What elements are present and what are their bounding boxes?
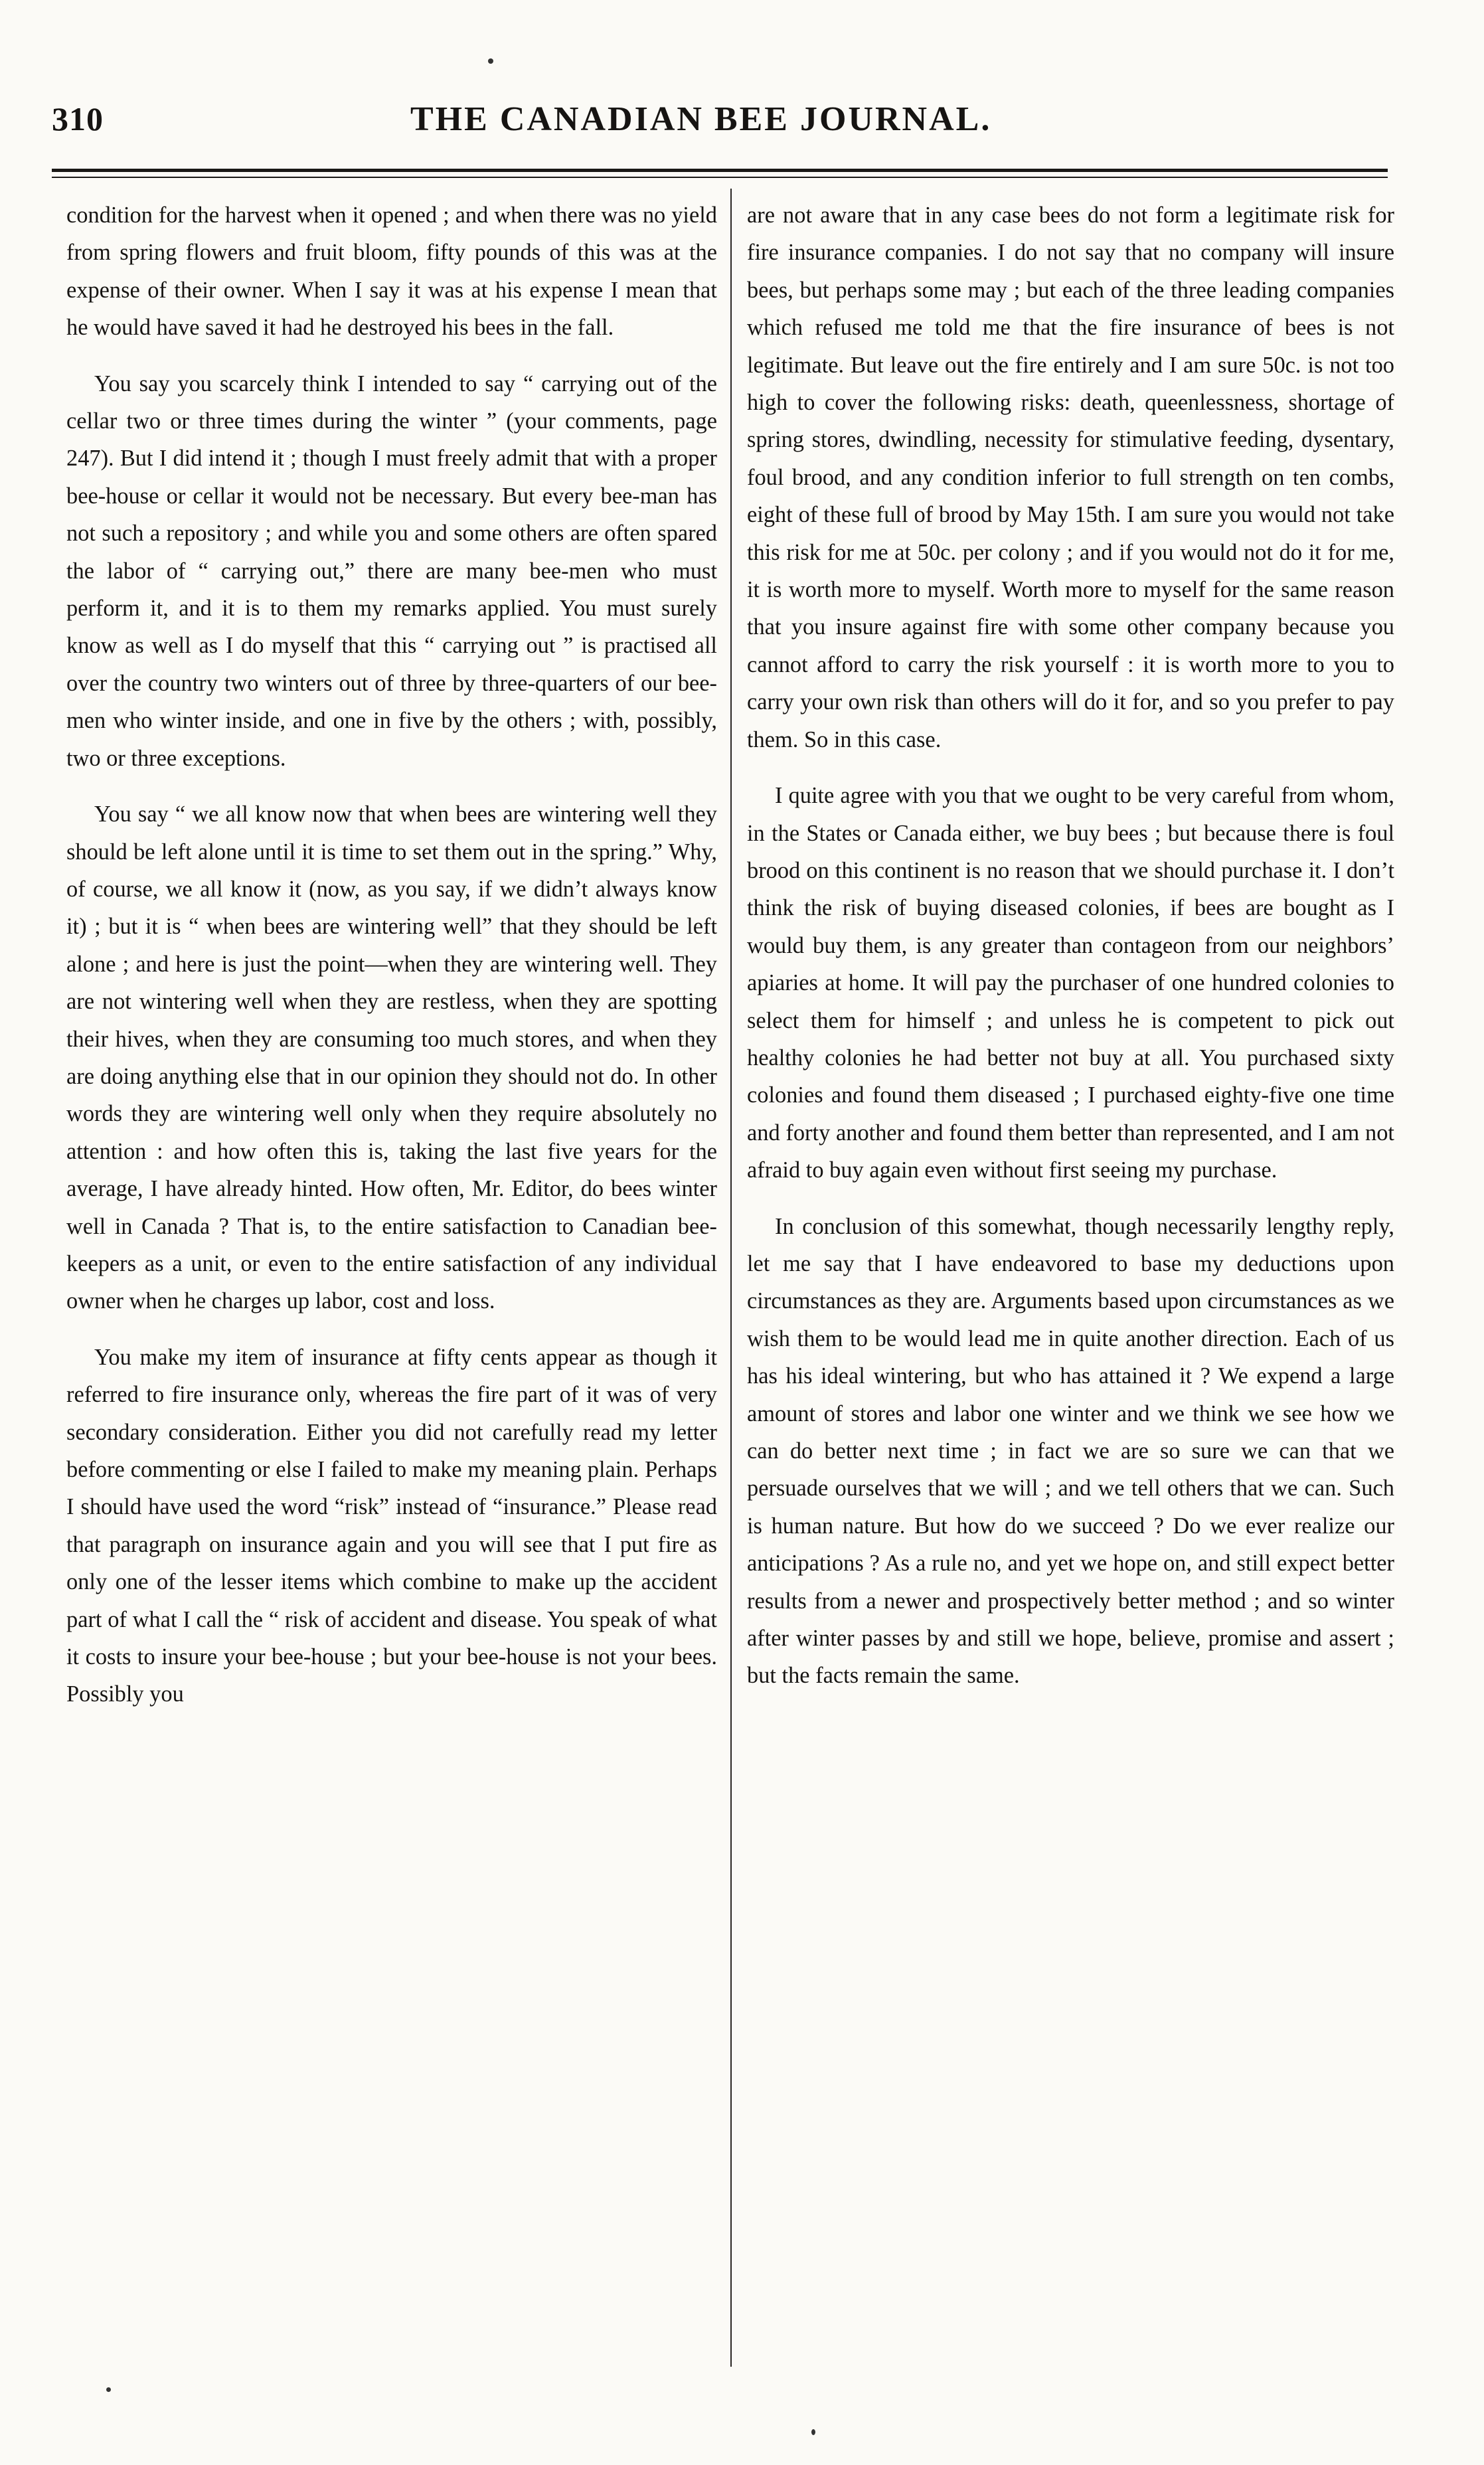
left-paragraph-1: condition for the harvest when it opened ; and when there was no yield from spring flowers and fruit bloom, fifty pounds of this was at the expense of their owner. When I say it was at his expense I mean that he would have saved it had he destroyed his bees in the fall.	[66, 203, 717, 341]
left-paragraph-3: You say “ we all know now that when bees are wintering well they should be left alone until it is time to set them out in the spring.” Why, of course, we all know it (now, as you say, if we didn’t always know it) ; but it is “ when bees are wintering well” that they should be left alone ; and here is just the point—when they are wintering well. They are not wintering well when they are restless, when they are spotting their hives, when they are consuming too much stores, and when they are doing anything else that in our opinion they should not do. In other words they are wintering well only when they require absolutely no attention : and how often this is, taking the last five years for the average, I have already hinted. How often, Mr. Editor, do bees winter well in Canada ? That is, to the entire satisfaction to Canadian bee-keepers as a unit, or even to the entire satisfaction of any individual owner when he charges up labor, cost and loss.	[66, 802, 717, 1314]
left-paragraph-4: You make my item of insurance at fifty cents appear as though it referred to fire insurance only, whereas the fire part of it was of very secondary consideration. Either you did not carefully read my letter before commenting or else I failed to make my meaning plain. Perhaps I should have used the word “risk” instead of “insurance.” Please read that paragraph on insurance again and you will see that I put fire as only one of the lesser items which combine to make up the accident part of what I call the “ risk of accident and disease. You speak of what it costs to insure your bee-house ; but your bee-house is not your bees. Possibly you	[66, 1344, 717, 1707]
page-number: 310	[52, 100, 104, 137]
header-rule-thin	[52, 177, 1388, 178]
right-paragraph-2: I quite agree with you that we ought to be very careful from whom, in the States or Canada either, we buy bees ; but because there is foul brood on this continent is no reason that we should purchase it. I don’t think the risk of buying diseased colonies, if bees are bought as I would buy them, is any greater than contageon from our neighbors’ apiaries at home. It will pay the purchaser of one hundred colonies to select them for himself ; and unless he is competent to pick out healthy colonies he had better not buy at all. You purchased sixty colonies and found them diseased ; I purchased eighty-five one time and forty another and found them better than represented, and I am not afraid to buy again even without first seeing my purchase.	[747, 783, 1394, 1183]
print-speck	[811, 2429, 815, 2435]
journal-title: THE CANADIAN BEE JOURNAL.	[410, 100, 992, 138]
header-rule-thick	[52, 169, 1388, 172]
right-column	[747, 197, 1394, 1713]
page-header	[52, 100, 1380, 159]
right-paragraph-3: In conclusion of this somewhat, though necessarily lengthy reply, let me say that I have endeavored to base my deductions upon circumstances as they are. Arguments based upon circumstances as we wish them to be would lead me in quite another direction. Each of us has his ideal wintering, but who has attained it ? We expend a large amount of stores and labor one winter and we think we see how we can do better next time ; in fact we are so sure we can that we persuade ourselves that we will ; and we tell others that we can. Such is human nature. But how do we succeed ? Do we ever realize our anticipations ? As a rule no, and yet we hope on, and still expect better results from a newer and prospectively better method ; and so winter after winter passes by and still we hope, believe, promise and assert ; but the facts remain the same.	[747, 1213, 1394, 1689]
column-divider	[730, 189, 732, 2367]
left-column	[66, 197, 717, 1732]
left-paragraph-2: You say you scarcely think I intended to say “ carrying out of the cellar two or three times during the winter ” (your comments, page 247). But I did intend it ; though I must freely admit that with a proper bee-house or cellar it would not be necessary. But every bee-man has not such a repository ; and while you and some others are often spared the labor of “ carrying out,” there are many bee-men who must perform it, and it is to them my remarks applied. You must surely know as well as I do myself that this “ carrying out ” is practised all over the country two winters out of three by three-quarters of our bee-men who winter inside, and one in five by the others ; with, possibly, two or three exceptions.	[66, 371, 717, 771]
print-speck	[106, 2387, 111, 2392]
right-paragraph-1: are not aware that in any case bees do not form a legitimate risk for fire insurance companies. I do not say that no company will insure bees, but perhaps some may ; but each of the three leading companies which refused me told me that the fire insurance of bees is not legitimate. But leave out the fire entirely and I am sure 50c. is not too high to cover the following risks: death, queenlessness, shortage of spring stores, dwindling, necessity for stimulative feeding, dysentary, foul brood, and any condition inferior to full strength on ten combs, eight of these full of brood by May 15th. I am sure you would not take this risk for me at 50c. per colony ; and if you would not do it for me, it is worth more to myself. Worth more to myself for the same reason that you insure against fire with some other company because you cannot afford to carry the risk yourself : it is worth more to you to carry your own risk than others will do it for, and so you prefer to pay them. So in this case.	[747, 203, 1394, 752]
print-speck	[488, 58, 493, 64]
